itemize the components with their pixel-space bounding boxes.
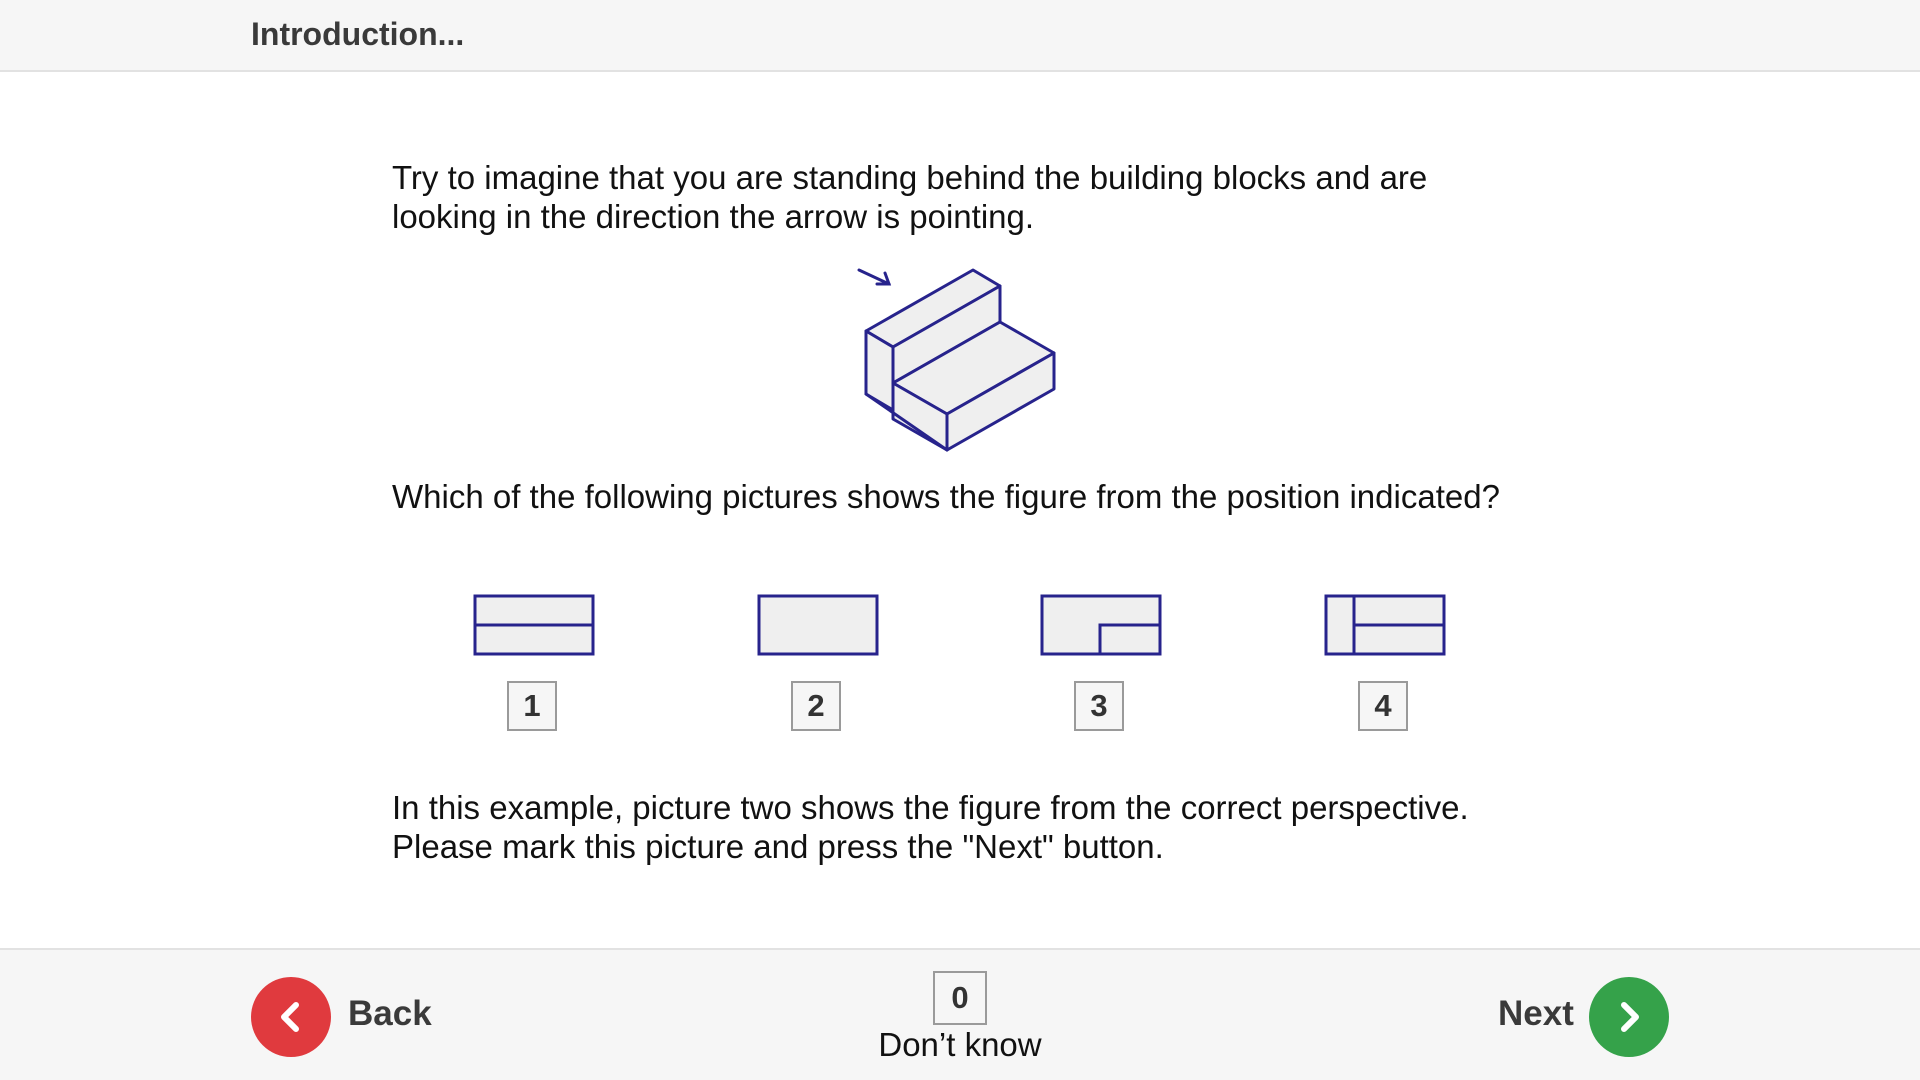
- option-4-picture[interactable]: [1324, 594, 1446, 656]
- option-2-number[interactable]: 2: [791, 681, 841, 731]
- example-text: [392, 788, 1469, 866]
- question-text: [392, 477, 1500, 516]
- option-4-number[interactable]: 4: [1358, 681, 1408, 731]
- dont-know-label: Don’t know: [878, 1026, 1042, 1063]
- option-1[interactable]: [473, 594, 595, 723]
- dont-know-box[interactable]: 0: [933, 971, 987, 1025]
- option-2[interactable]: [757, 594, 879, 723]
- option-3[interactable]: [1040, 594, 1162, 723]
- example-line: In this example, picture two shows the figure from the correct perspective.: [392, 789, 1469, 826]
- question-line: Which of the following pictures shows the figure from the position indicated?: [392, 478, 1500, 515]
- instruction-text: [392, 158, 1427, 236]
- page-title: Introduction...: [251, 16, 465, 52]
- instruction-line: Try to imagine that you are standing behind the building blocks and are: [392, 159, 1428, 196]
- footer-bar: [0, 948, 1920, 1080]
- option-2-picture[interactable]: [757, 594, 879, 656]
- isometric-blocks-drawing: [855, 262, 1065, 452]
- chevron-left-icon: [251, 977, 331, 1057]
- building-blocks-figure: [855, 262, 1065, 457]
- back-label[interactable]: Back: [348, 994, 432, 1033]
- chevron-right-icon: [1589, 977, 1669, 1057]
- instruction-line: looking in the direction the arrow is pointing.: [392, 198, 1035, 235]
- option-1-number[interactable]: 1: [507, 681, 557, 731]
- example-line: Please mark this picture and press the "Next" button.: [392, 828, 1164, 865]
- header-bar: [0, 0, 1920, 72]
- option-3-picture[interactable]: [1040, 594, 1162, 656]
- option-4[interactable]: [1324, 594, 1446, 723]
- next-button[interactable]: [1589, 977, 1669, 1057]
- option-1-picture[interactable]: [473, 594, 595, 656]
- back-button[interactable]: [251, 977, 331, 1057]
- next-label[interactable]: Next: [1498, 994, 1574, 1033]
- option-3-number[interactable]: 3: [1074, 681, 1124, 731]
